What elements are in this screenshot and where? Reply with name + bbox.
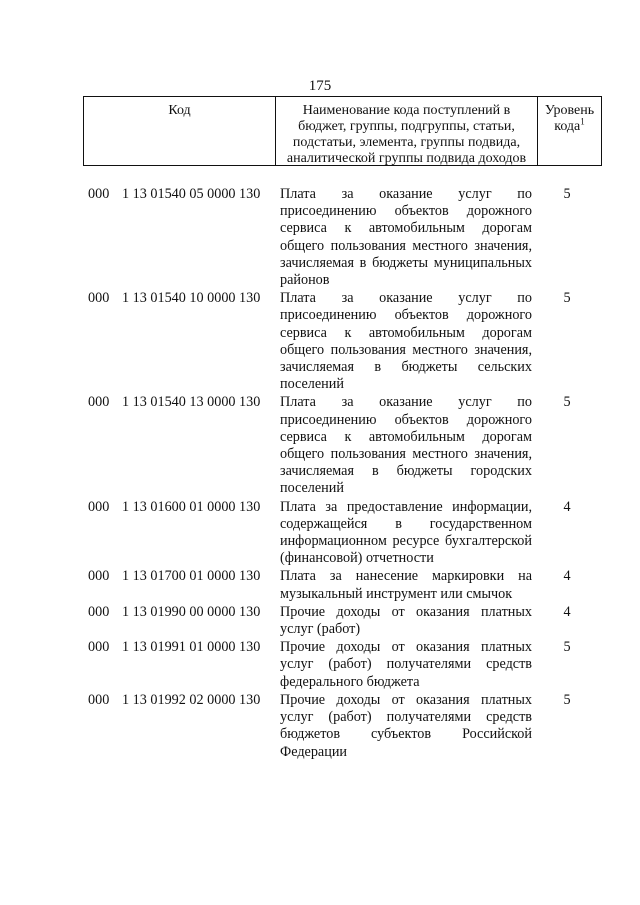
row-level: 4	[563, 498, 571, 515]
row-admin-code: 000	[88, 394, 110, 411]
table-row	[88, 568, 598, 602]
row-admin-code: 000	[88, 603, 110, 620]
row-admin-code: 000	[88, 568, 110, 585]
row-name: Плата за предоставление информации, содержащейся в государственном информационном ресурсе бухгалтерской (финансовой) отчетности	[280, 498, 532, 567]
row-code: 1 13 01540 10 0000 130	[122, 290, 261, 307]
row-level: 4	[563, 568, 571, 585]
table-row	[88, 394, 598, 497]
table-row	[88, 186, 598, 289]
table-row	[88, 290, 598, 393]
row-level: 5	[563, 394, 571, 411]
row-code: 1 13 01700 01 0000 130	[122, 568, 261, 585]
row-name: Прочие доходы от оказания платных услуг (работ) получателями средств бюджетов субъектов Российской Федерации	[280, 691, 532, 760]
row-name: Плата за оказание услуг по присоединению объектов дорожного сервиса к автомобильным дорогам общего пользования местного значения, зачисляемая в бюджеты муниципальных районов	[280, 186, 532, 289]
table-row	[88, 604, 598, 638]
header-level	[538, 97, 601, 165]
row-name: Плата за нанесение маркировки на музыкальный инструмент или смычок	[280, 568, 532, 602]
row-admin-code: 000	[88, 290, 110, 307]
table-body	[88, 186, 598, 761]
table-header	[83, 96, 602, 166]
table-row	[88, 692, 598, 761]
row-level: 5	[563, 290, 571, 307]
row-code: 1 13 01990 00 0000 130	[122, 603, 261, 620]
row-code: 1 13 01992 02 0000 130	[122, 691, 261, 708]
row-name: Прочие доходы от оказания платных услуг (работ) получателями средств федерального бюджета	[280, 639, 532, 690]
header-name: Наименование кода поступлений в бюджет, группы, подгруппы, статьи, подстатьи, элемента, группы подвида, аналитической группы подвида доходов	[276, 97, 538, 165]
row-level: 5	[563, 691, 571, 708]
page-number: 175	[308, 78, 332, 94]
row-admin-code: 000	[88, 639, 110, 656]
row-code: 1 13 01600 01 0000 130	[122, 498, 261, 515]
header-level-footnote: 1	[580, 116, 585, 127]
row-level: 5	[563, 186, 571, 202]
row-name: Плата за оказание услуг по присоединению объектов дорожного сервиса к автомобильным дорогам общего пользования местного значения, зачисляемая в бюджеты сельских поселений	[280, 290, 532, 393]
table-row	[88, 639, 598, 691]
row-level: 5	[563, 639, 571, 656]
row-level: 4	[563, 603, 571, 620]
header-level-label: Уровень кода	[544, 103, 595, 134]
row-code: 1 13 01540 05 0000 130	[122, 186, 261, 202]
row-name: Прочие доходы от оказания платных услуг (работ)	[280, 603, 532, 638]
row-admin-code: 000	[88, 498, 110, 515]
row-name: Плата за оказание услуг по присоединению объектов дорожного сервиса к автомобильным дорогам общего пользования местного значения, зачисляемая в бюджеты городских поселений	[280, 394, 532, 497]
row-admin-code: 000	[88, 186, 110, 202]
table-row	[88, 499, 598, 568]
row-code: 1 13 01540 13 0000 130	[122, 394, 261, 411]
header-code: Код	[84, 97, 276, 165]
row-code: 1 13 01991 01 0000 130	[122, 639, 261, 656]
row-admin-code: 000	[88, 691, 110, 708]
